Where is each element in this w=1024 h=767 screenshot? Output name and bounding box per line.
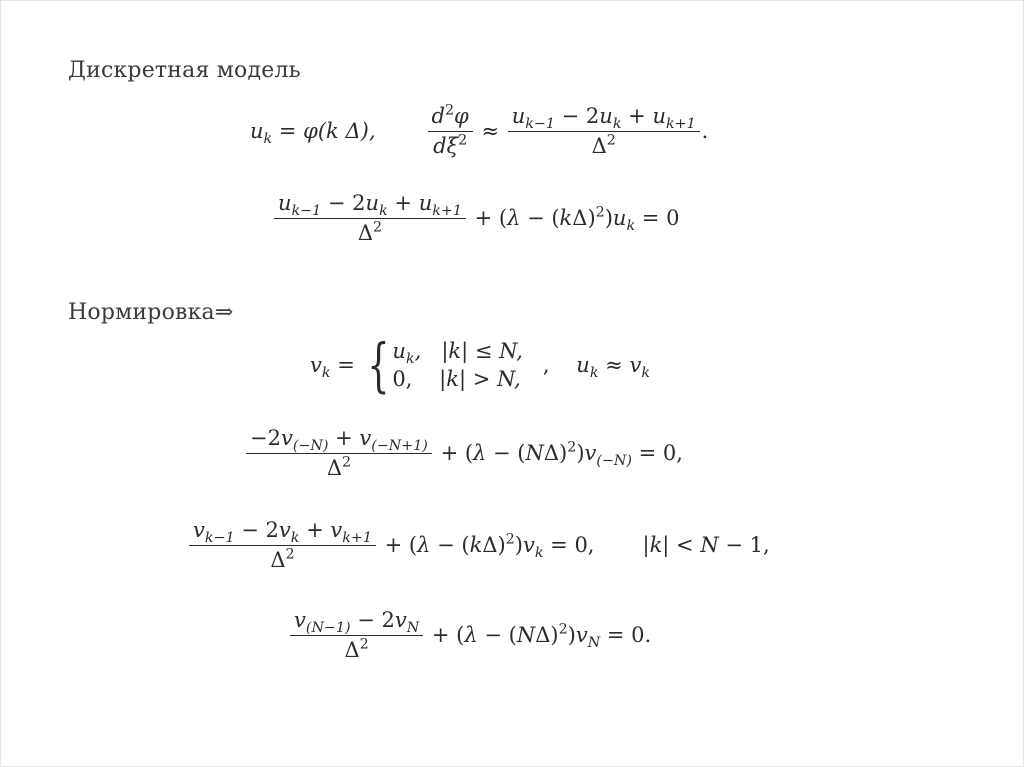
equation-2: $\frac{u_{k-1} - 2u_k + u_{k+1}}{\Delta^2}$ + $(\lambda - (k\Delta)^2)u_k = 0$ xyxy=(272,193,679,244)
heading-normalization: Нормировка⇒ xyxy=(68,300,234,325)
equation-5: $\frac{v_{k-1} - 2v_k + v_{k+1}}{\Delta^2}$ + $(\lambda - (k\Delta)^2)v_k = 0$, |k| < N − 1, xyxy=(187,520,770,571)
equation-3: $v_k$ = { $u_k$, |k| ≤ N, 0, |k| > N, , $u_k \approx v_k$ xyxy=(310,331,650,399)
heading-discrete-model: Дискретная модель xyxy=(68,58,301,83)
equation-4: $\frac{-2v_{(-N)} + v_{(-N+1)}}{\Delta^2}$ + $(\lambda - (N\Delta)^2)v_{(-N)} = 0$, xyxy=(244,428,683,479)
equation-6: $\frac{v_{(N-1)} - 2v_N}{\Delta^2}$ + $(\lambda - (N\Delta)^2)v_N = 0$. xyxy=(288,610,651,661)
equation-1: $u_k = \varphi(k$ Δ), $\frac{d^2\varphi}{d\xi^2}$ ≈ $\frac{u_{k-1} - 2u_k + u_{k+1}}{\Delta^2}$ . xyxy=(250,102,709,158)
